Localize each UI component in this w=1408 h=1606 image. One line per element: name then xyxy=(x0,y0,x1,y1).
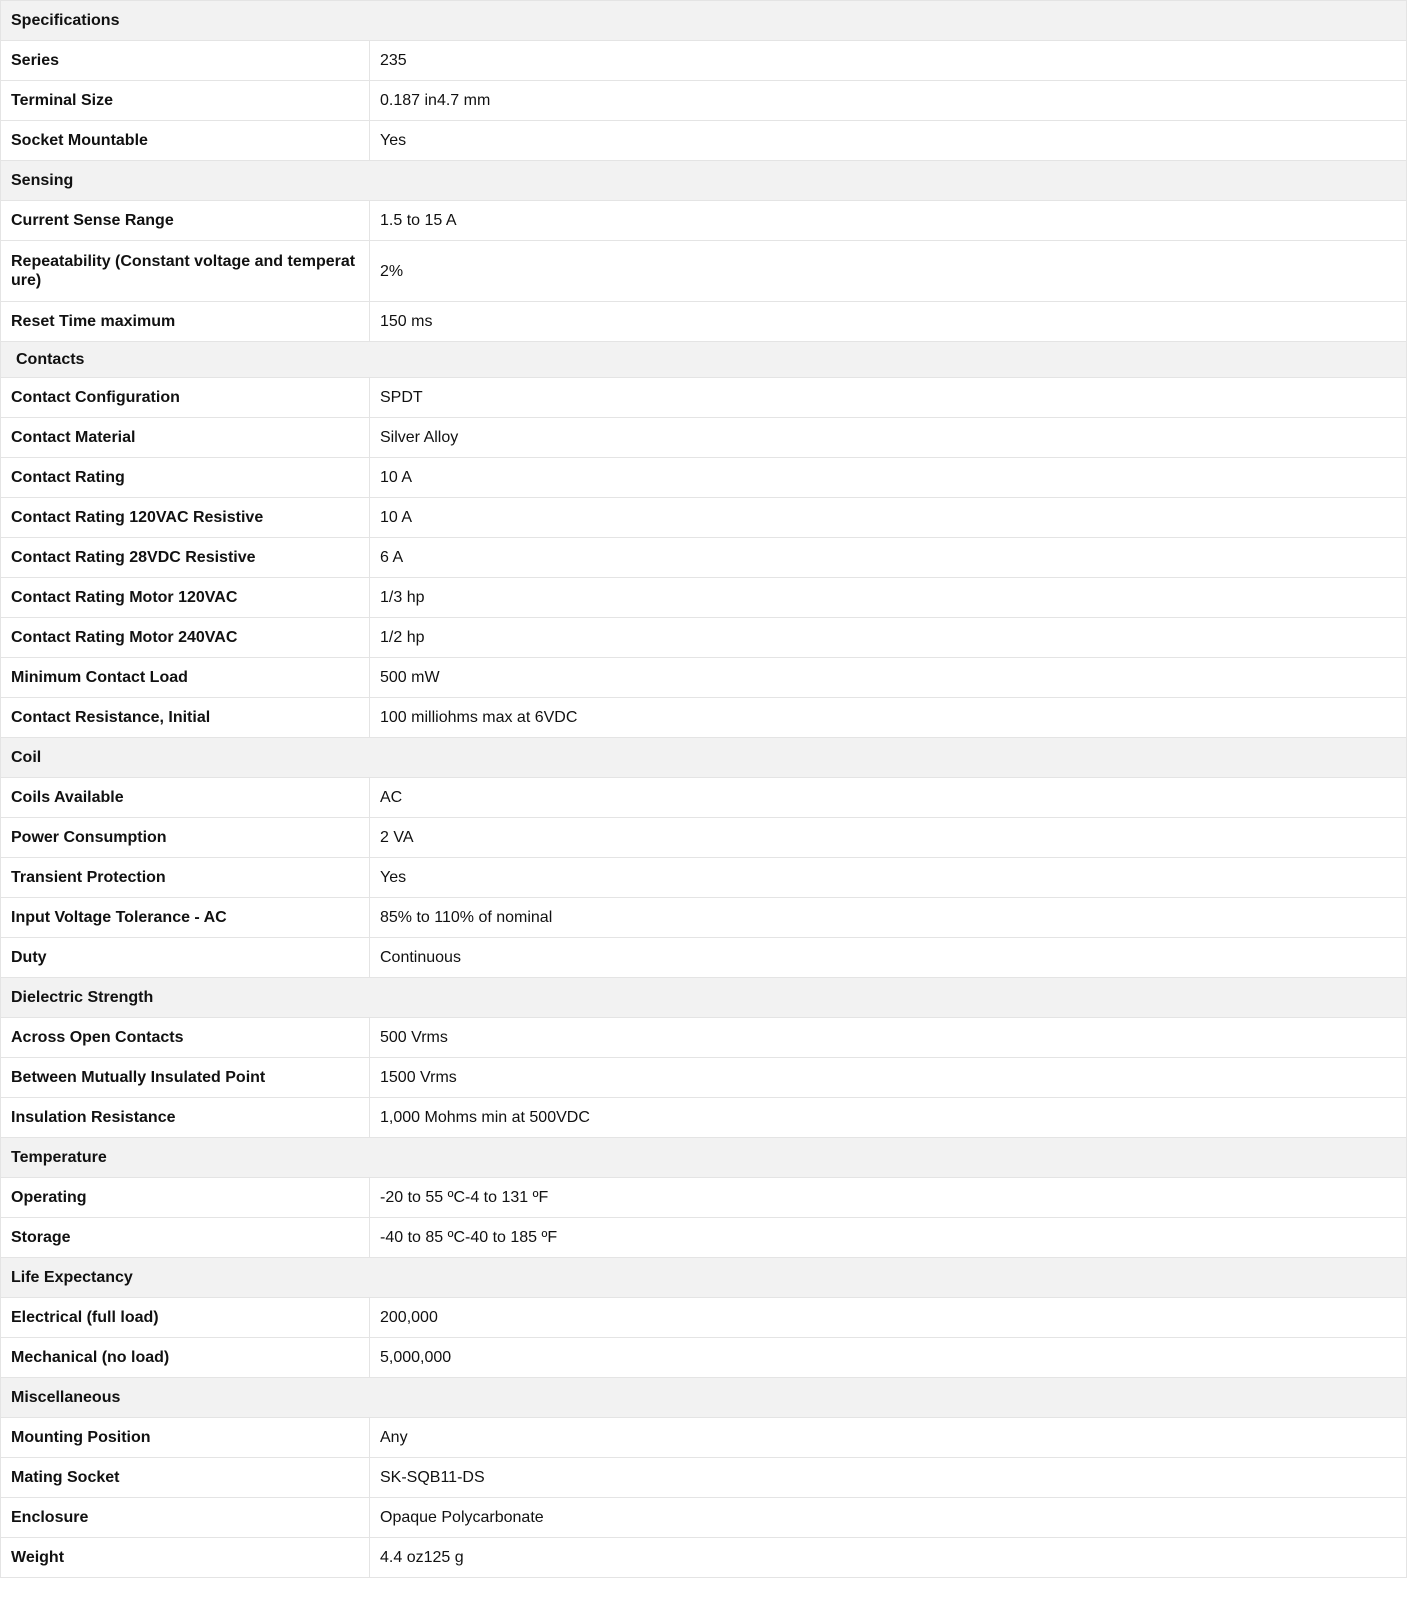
table-row xyxy=(1,618,1407,658)
spec-value: 6 A xyxy=(370,538,1407,578)
section-header-contacts xyxy=(1,342,1407,378)
table-row xyxy=(1,241,1407,302)
table-row xyxy=(1,201,1407,241)
table-row xyxy=(1,778,1407,818)
spec-label: Contact Material xyxy=(1,418,370,458)
spec-label: Between Mutually Insulated Point xyxy=(1,1058,370,1098)
section-title: Sensing xyxy=(1,161,1407,201)
table-row xyxy=(1,818,1407,858)
spec-value: SK-SQB11-DS xyxy=(370,1458,1407,1498)
spec-value: Yes xyxy=(370,858,1407,898)
table-row xyxy=(1,498,1407,538)
spec-label: Contact Rating Motor 240VAC xyxy=(1,618,370,658)
table-row xyxy=(1,1018,1407,1058)
spec-label: Reset Time maximum xyxy=(1,302,370,342)
section-header-miscellaneous xyxy=(1,1378,1407,1418)
table-row xyxy=(1,898,1407,938)
spec-value: 500 mW xyxy=(370,658,1407,698)
section-header-coil xyxy=(1,738,1407,778)
spec-label: Contact Rating 120VAC Resistive xyxy=(1,498,370,538)
spec-label: Duty xyxy=(1,938,370,978)
table-row xyxy=(1,418,1407,458)
spec-label: Coils Available xyxy=(1,778,370,818)
spec-value: 1.5 to 15 A xyxy=(370,201,1407,241)
spec-label: Storage xyxy=(1,1218,370,1258)
table-row xyxy=(1,41,1407,81)
spec-value: 10 A xyxy=(370,498,1407,538)
section-title: Contacts xyxy=(1,342,1407,378)
section-header-sensing xyxy=(1,161,1407,201)
spec-value: Continuous xyxy=(370,938,1407,978)
table-row xyxy=(1,538,1407,578)
section-title: Miscellaneous xyxy=(1,1378,1407,1418)
spec-label: Current Sense Range xyxy=(1,201,370,241)
section-title: Coil xyxy=(1,738,1407,778)
spec-value: AC xyxy=(370,778,1407,818)
spec-label: Contact Rating Motor 120VAC xyxy=(1,578,370,618)
spec-value: 235 xyxy=(370,41,1407,81)
spec-value: 2% xyxy=(370,241,1407,302)
spec-label: Weight xyxy=(1,1538,370,1578)
table-row xyxy=(1,378,1407,418)
table-row xyxy=(1,1338,1407,1378)
spec-label: Mounting Position xyxy=(1,1418,370,1458)
table-row xyxy=(1,458,1407,498)
table-row xyxy=(1,858,1407,898)
spec-value: 0.187 in4.7 mm xyxy=(370,81,1407,121)
table-row xyxy=(1,1538,1407,1578)
section-title: Dielectric Strength xyxy=(1,978,1407,1018)
spec-value: -20 to 55 ºC-4 to 131 ºF xyxy=(370,1178,1407,1218)
spec-value: -40 to 85 ºC-40 to 185 ºF xyxy=(370,1218,1407,1258)
table-row xyxy=(1,938,1407,978)
spec-value: 85% to 110% of nominal xyxy=(370,898,1407,938)
spec-value: 1/3 hp xyxy=(370,578,1407,618)
spec-label: Contact Configuration xyxy=(1,378,370,418)
spec-label: Socket Mountable xyxy=(1,121,370,161)
spec-label: Minimum Contact Load xyxy=(1,658,370,698)
table-row xyxy=(1,302,1407,342)
spec-value: Yes xyxy=(370,121,1407,161)
spec-label: Power Consumption xyxy=(1,818,370,858)
spec-label: Mating Socket xyxy=(1,1458,370,1498)
spec-value: Opaque Polycarbonate xyxy=(370,1498,1407,1538)
spec-label: Series xyxy=(1,41,370,81)
section-title: Life Expectancy xyxy=(1,1258,1407,1298)
spec-value: 100 milliohms max at 6VDC xyxy=(370,698,1407,738)
table-row xyxy=(1,578,1407,618)
table-row xyxy=(1,1178,1407,1218)
spec-value: SPDT xyxy=(370,378,1407,418)
table-row xyxy=(1,1458,1407,1498)
spec-value: Any xyxy=(370,1418,1407,1458)
table-row xyxy=(1,1058,1407,1098)
spec-label: Across Open Contacts xyxy=(1,1018,370,1058)
table-row xyxy=(1,1298,1407,1338)
spec-value: 10 A xyxy=(370,458,1407,498)
spec-label: Contact Resistance, Initial xyxy=(1,698,370,738)
spec-label: Electrical (full load) xyxy=(1,1298,370,1338)
table-row xyxy=(1,698,1407,738)
table-row xyxy=(1,1218,1407,1258)
spec-value: 500 Vrms xyxy=(370,1018,1407,1058)
spec-value: 150 ms xyxy=(370,302,1407,342)
section-header-dielectric-strength xyxy=(1,978,1407,1018)
table-row xyxy=(1,1098,1407,1138)
spec-label: Input Voltage Tolerance - AC xyxy=(1,898,370,938)
table-row xyxy=(1,1498,1407,1538)
spec-value: 5,000,000 xyxy=(370,1338,1407,1378)
section-header-specifications xyxy=(1,1,1407,41)
section-title: Temperature xyxy=(1,1138,1407,1178)
table-row xyxy=(1,81,1407,121)
spec-value: 1,000 Mohms min at 500VDC xyxy=(370,1098,1407,1138)
section-header-life-expectancy xyxy=(1,1258,1407,1298)
spec-value: 2 VA xyxy=(370,818,1407,858)
table-row xyxy=(1,658,1407,698)
section-title: Specifications xyxy=(1,1,1407,41)
spec-value: Silver Alloy xyxy=(370,418,1407,458)
spec-value: 1500 Vrms xyxy=(370,1058,1407,1098)
spec-label: Operating xyxy=(1,1178,370,1218)
spec-label: Enclosure xyxy=(1,1498,370,1538)
spec-label: Terminal Size xyxy=(1,81,370,121)
spec-label: Insulation Resistance xyxy=(1,1098,370,1138)
section-header-temperature xyxy=(1,1138,1407,1178)
spec-value: 4.4 oz125 g xyxy=(370,1538,1407,1578)
spec-label: Repeatability (Constant voltage and temperature) xyxy=(1,241,370,302)
spec-label: Transient Protection xyxy=(1,858,370,898)
spec-label: Contact Rating xyxy=(1,458,370,498)
spec-value: 200,000 xyxy=(370,1298,1407,1338)
spec-label: Contact Rating 28VDC Resistive xyxy=(1,538,370,578)
spec-value: 1/2 hp xyxy=(370,618,1407,658)
table-row xyxy=(1,121,1407,161)
spec-label: Mechanical (no load) xyxy=(1,1338,370,1378)
table-row xyxy=(1,1418,1407,1458)
